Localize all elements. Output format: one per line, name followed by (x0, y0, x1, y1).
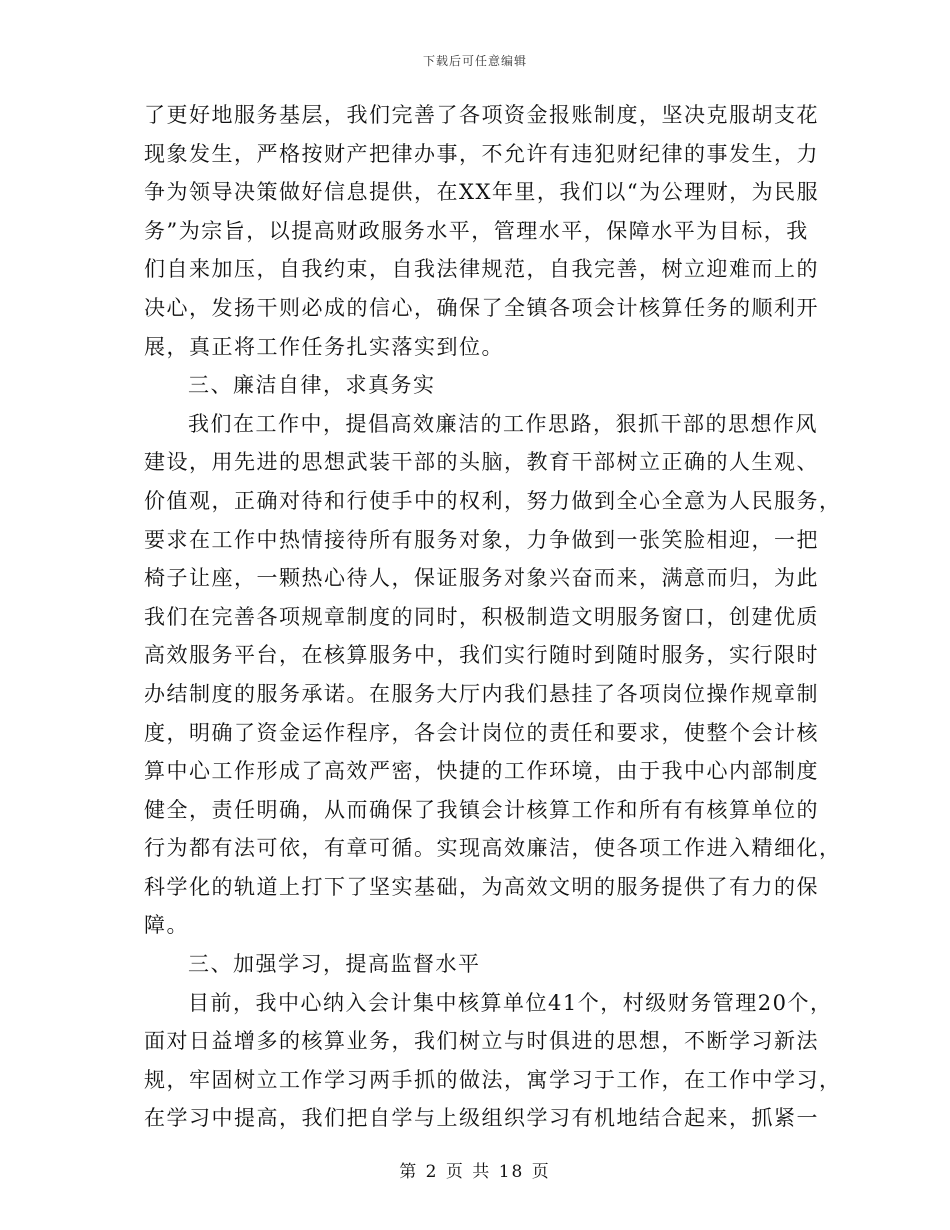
text-line: 障。 (144, 913, 189, 938)
text-line: 在学习中提高，我们把自学与上级组织学习有机地结合起来，抓紧一 (144, 1106, 819, 1131)
text-line: 我们在工作中，提倡高效廉洁的工作思路，狠抓干部的思想作风 (188, 411, 818, 436)
text-line: 要求在工作中热情接待所有服务对象，力争做到一张笑脸相迎，一把 (144, 527, 819, 552)
text-line: 算中心工作形成了高效严密，快捷的工作环境，由于我中心内部制度 (144, 759, 819, 784)
text-line: 决心，发扬干则必成的信心，确保了全镇各项会计核算任务的顺利开 (144, 295, 819, 320)
text-line: 争为领导决策做好信息提供，在XX年里，我们以“为公理财，为民服 (144, 180, 820, 205)
text-line: 椅子让座，一颗热心待人，保证服务对象兴奋而来，满意而归，为此 (144, 566, 819, 591)
text-line: 高效服务平台，在核算服务中，我们实行随时到随时服务，实行限时 (144, 643, 819, 668)
section-heading (144, 366, 800, 405)
text-line: 我们在完善各项规章制度的同时，积极制造文明服务窗口，创建优质 (144, 604, 819, 629)
text-line: 建设，用先进的思想武装干部的头脑，教育干部树立正确的人生观、 (144, 450, 819, 475)
section-heading-text: 三、廉洁自律，求真务实 (188, 373, 436, 398)
text-line: 价值观，正确对待和行使手中的权利，努力做到全心全意为人民服务， (144, 488, 842, 513)
text-line: 办结制度的服务承诺。在服务大厅内我们悬挂了各项岗位操作规章制 (144, 681, 819, 706)
text-line: 行为都有法可依，有章可循。实现高效廉洁，使各项工作进入精细化， (144, 836, 842, 861)
text-line: 现象发生，严格按财产把律办事，不允许有违犯财纪律的事发生，力 (144, 141, 819, 166)
text-line: 规，牢固树立工作学习两手抓的做法，寓学习于工作，在工作中学习， (144, 1067, 842, 1092)
section-heading-text: 三、加强学习，提高监督水平 (188, 952, 481, 977)
text-line: 了更好地服务基层，我们完善了各项资金报账制度，坚决克服胡支花 (144, 103, 819, 127)
text-line: 度，明确了资金运作程序，各会计岗位的责任和要求，使整个会计核 (144, 720, 819, 745)
text-line: 科学化的轨道上打下了坚实基础，为高效文明的服务提供了有力的保 (144, 874, 819, 899)
document-body (144, 96, 842, 1138)
page-footer: 第 2 页 共 18 页 (399, 1162, 551, 1182)
text-line: 们自来加压，自我约束，自我法律规范，自我完善，树立迎难而上的 (144, 257, 819, 282)
paragraph-continuation (144, 96, 820, 366)
text-line: 务”为宗旨，以提高财政服务水平，管理水平，保障水平为目标，我 (144, 218, 809, 243)
text-line: 展，真正将工作任务扎实落实到位。 (144, 334, 504, 359)
section-heading (144, 945, 800, 984)
text-line: 面对日益增多的核算业务，我们树立与时俱进的思想，不断学习新法 (144, 1029, 819, 1054)
text-line: 目前，我中心纳入会计集中核算单位41个，村级财务管理20个， (188, 990, 833, 1015)
paragraph (144, 984, 842, 1138)
text-line: 健全，责任明确，从而确保了我镇会计核算工作和所有有核算单位的 (144, 797, 819, 822)
page-header: 下载后可任意编辑 (422, 54, 527, 68)
paragraph (144, 405, 842, 945)
